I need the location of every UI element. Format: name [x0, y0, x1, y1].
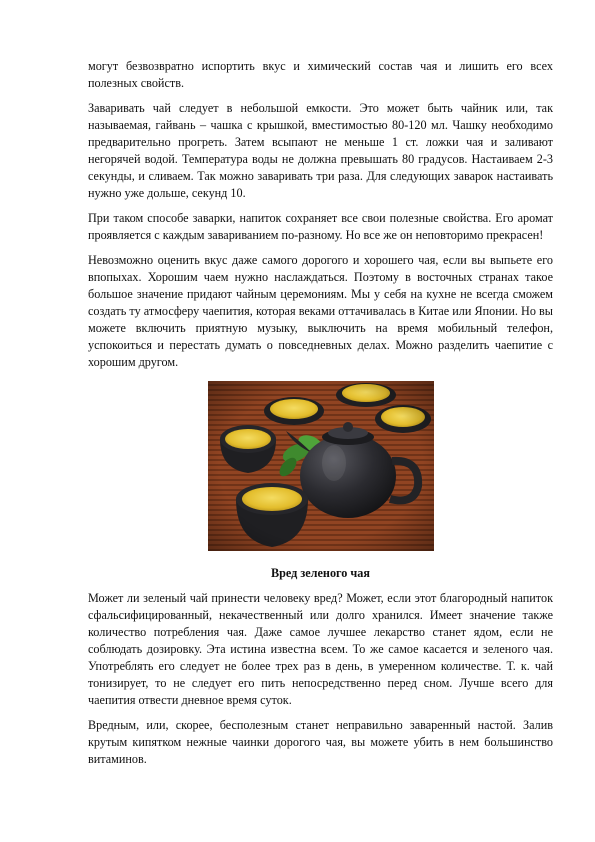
teapot-and-cups-photo [208, 381, 434, 551]
paragraph-green-tea-harm: Может ли зеленый чай принести человеку вред? Может, если этот благородный напиток сфальсифицированный, некачественный или долго хранился. Имеет значение также количество потребления чая. Даже самое лучшее лекарство станет ядом, если не соблюдать дозировку. Эта истина известна всем. То же самое касается и зеленого чая. Употреблять его следует не более трех раз в день, в умеренном количестве. Т. к. чай тонизирует, то не следует его пить непосредственно перед сном. Лучше всего для чаепития отвести дневное время суток. [88, 591, 553, 707]
paragraph-boiling-water: Вредным, или, скорее, бесполезным станет неправильно заваренный настой. Залив крутым кипятком нежные чаинки дорогого чая, вы можете убить в нем большинство витаминов. [88, 718, 553, 766]
tea-photo-container [88, 381, 553, 551]
section-heading: Вред зеленого чая [271, 566, 370, 580]
paragraph-brewing-method: Заваривать чай следует в небольшой емкости. Это может быть чайник или, так называемая, гайвань – чашка с крышкой, вместимостью 80-120 мл. Чашку необходимо предварительно прогреть. Затем всыпают не меньше 1 ст. ложки чая и заливают негорячей водой. Температура воды не должна превышать 80 градусов. Настаиваем 2-3 секунды, и сливаем. Так можно заваривать три раза. Для следующих заварок настаивать нужно уже дольше, секунд 10. [88, 101, 553, 200]
paragraph-tea-storage-end: могут безвозвратно испортить вкус и химический состав чая и лишить его всех полезных свойств. [88, 59, 553, 90]
paragraph-brewing-benefits: При таком способе заварки, напиток сохраняет все свои полезные свойства. Его аромат проявляется с каждым завариванием по-разному. Но все же он неповторимо прекрасен! [88, 211, 553, 242]
paragraph-tea-ceremony: Невозможно оценить вкус даже самого дорогого и хорошего чая, если вы выпьете его впопыхах. Хорошим чаем нужно наслаждаться. Поэтому в восточных странах такое большое значение придают чайным церемониям. Мы у себя на кухне не всегда сможем создать ту атмосферу чаепития, которая веками оттачивалась в Китае или Японии. Но вы можете включить приятную музыку, выключить на время мобильный телефон, успокоиться и перестать думать о повседневных делах. Можно разделить чаепитие с хорошим другом. [88, 253, 553, 369]
document-page [88, 58, 553, 776]
